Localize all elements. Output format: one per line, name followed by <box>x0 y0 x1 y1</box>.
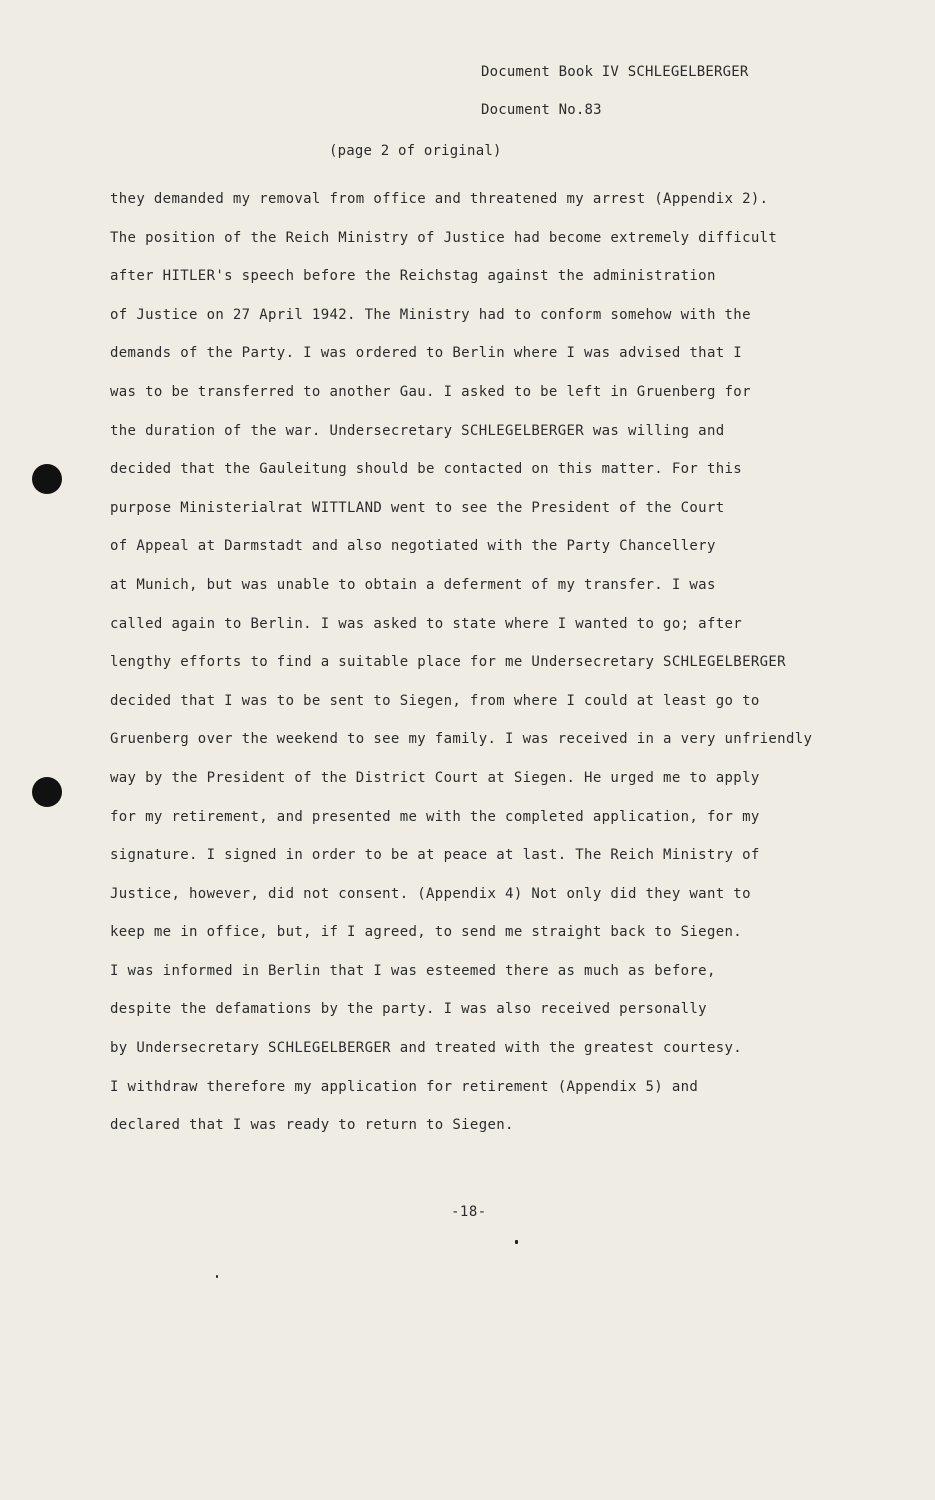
text-line: lengthy efforts to find a suitable place for me Undersecretary SCHLEGELBERGER <box>110 654 786 671</box>
text-line: demands of the Party. I was ordered to Berlin where I was advised that I <box>110 345 743 362</box>
text-line: at Munich, but was unable to obtain a deferment of my transfer. I was <box>110 576 716 593</box>
text-line: by Undersecretary SCHLEGELBERGER and treated with the greatest courtesy. <box>110 1040 743 1057</box>
text-line: after HITLER's speech before the Reichstag against the administration <box>110 268 716 285</box>
text-line: of Appeal at Darmstadt and also negotiated with the Party Chancellery <box>110 538 716 555</box>
text-line: The position of the Reich Ministry of Justice had become extremely difficult <box>110 229 778 246</box>
punch-hole <box>32 464 62 494</box>
page-number: -18- <box>451 1204 487 1220</box>
text-line: I was informed in Berlin that I was esteemed there as much as before, <box>110 962 716 979</box>
page-of-original-note: (page 2 of original) <box>329 143 502 159</box>
punch-hole <box>32 777 62 807</box>
text-line: purpose Ministerialrat WITTLAND went to see the President of the Court <box>110 499 725 516</box>
text-line: declared that I was ready to return to Siegen. <box>110 1117 514 1134</box>
text-line: I withdraw therefore my application for retirement (Appendix 5) and <box>110 1078 699 1095</box>
text-line: the duration of the war. Undersecretary SCHLEGELBERGER was willing and <box>110 422 725 439</box>
ink-speck <box>515 1240 518 1244</box>
body-text <box>110 180 900 1145</box>
text-line: for my retirement, and presented me with the completed application, for my <box>110 808 760 825</box>
text-line: keep me in office, but, if I agreed, to send me straight back to Siegen. <box>110 924 743 941</box>
text-line: Justice, however, did not consent. (Appendix 4) Not only did they want to <box>110 885 751 902</box>
document-number: Document No.83 <box>481 102 602 118</box>
text-line: of Justice on 27 April 1942. The Ministry had to conform somehow with the <box>110 306 751 323</box>
text-line: signature. I signed in order to be at peace at last. The Reich Ministry of <box>110 847 760 864</box>
text-line: despite the defamations by the party. I was also received personally <box>110 1001 707 1018</box>
text-line: was to be transferred to another Gau. I asked to be left in Gruenberg for <box>110 383 751 400</box>
text-line: they demanded my removal from office and threatened my arrest (Appendix 2). <box>110 191 769 207</box>
text-line: way by the President of the District Court at Siegen. He urged me to apply <box>110 769 760 786</box>
text-line: called again to Berlin. I was asked to state where I wanted to go; after <box>110 615 743 632</box>
ink-speck <box>216 1275 218 1278</box>
text-line: decided that I was to be sent to Siegen, from where I could at least go to <box>110 692 760 709</box>
text-line: Gruenberg over the weekend to see my family. I was received in a very unfriendly <box>110 731 813 748</box>
document-book-label: Document Book IV SCHLEGELBERGER <box>481 64 749 80</box>
text-line: decided that the Gauleitung should be contacted on this matter. For this <box>110 461 743 478</box>
